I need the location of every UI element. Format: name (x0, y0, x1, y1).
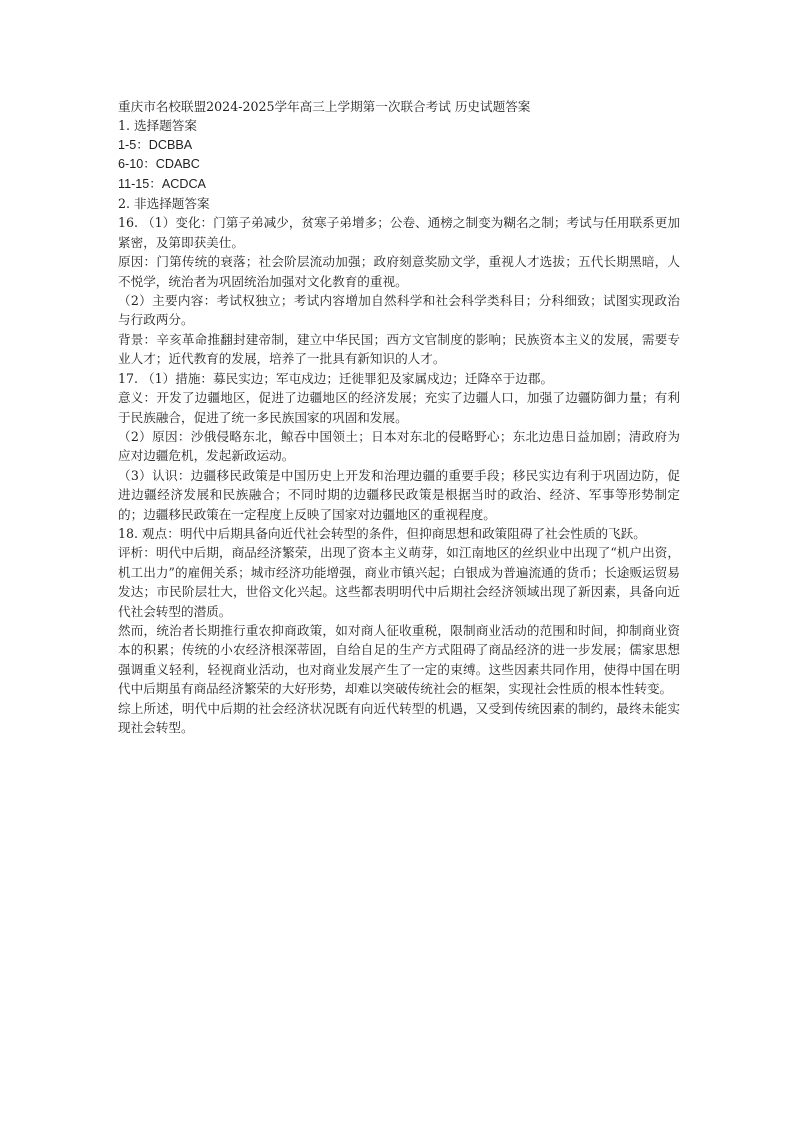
choice-answers-6-10: 6-10：CDABC (118, 157, 200, 172)
q18-viewpoint: 18. 观点：明代中后期具备向近代社会转型的条件，但抑商思想和政策阻碍了社会性质的飞跃。 (118, 525, 646, 541)
q18-analysis: 评析：明代中后期，商品经济繁荣，出现了资本主义萌芽，如江南地区的丝织业中出现了“机户出资，机工出力”的雇佣关系；城市经济功能增强，商业市镇兴起；白银成为普遍流通的货币；长途贩运贸易发达；市民阶层壮大，世俗文化兴起。这些都表明明代中后期社会经济领域出现了新因素，具备向近代社会转型的潜质。 (118, 545, 680, 619)
section-heading-choice: 1. 选择题答案 (118, 118, 197, 134)
q17-part3-understanding: （3）认识：边疆移民政策是中国历史上开发和治理边疆的重要手段；移民实边有利于巩固边防，促进边疆经济发展和民族融合；不同时期的边疆移民政策是根据当时的政治、经济、军事等形势制定的；边疆移民政策在一定程度上反映了国家对边疆地区的重视程度。 (118, 467, 680, 522)
q16-part1-change: 16. （1）变化：门第子弟减少，贫寒子弟增多；公卷、通榜之制变为糊名之制；考试与任用联系更加紧密，及第即获美仕。 (118, 215, 680, 250)
q16-part2-background: 背景：辛亥革命推翻封建帝制，建立中华民国；西方文官制度的影响；民族资本主义的发展，需要专业人才；近代教育的发展，培养了一批具有新知识的人才。 (118, 331, 680, 367)
choice-answers-11-15: 11-15：ACDCA (118, 176, 206, 191)
q16-part1-reason: 原因：门第传统的衰落；社会阶层流动加强；政府刻意奖励文学，重视人才选拔；五代长期黑暗，人不悦学，统治者为巩固统治加强对文化教育的重视。 (118, 254, 680, 289)
q18-however: 然而，统治者长期推行重农抑商政策，如对商人征收重税，限制商业活动的范围和时间，抑制商业资本的积累；传统的小农经济根深蒂固，自给自足的生产方式阻碍了商品经济的进一步发展；儒家思想强调重义轻利，轻视商业活动，也对商业发展产生了一定的束缚。这些因素共同作用，使得中国在明代中后期虽有商品经济繁荣的大好形势，却难以突破传统社会的框架，实现社会性质的根本性转变。 (118, 622, 680, 697)
q17-part1-significance: 意义：开发了边疆地区，促进了边疆地区的经济发展；充实了边疆人口，加强了边疆防御力量；有利于民族融合，促进了统一多民族国家的巩固和发展。 (118, 390, 680, 425)
q17-part2-reason: （2）原因：沙俄侵略东北，鲸吞中国领土；日本对东北的侵略野心；东北边患日益加剧；清政府为应对边疆危机，发起新政运动。 (118, 428, 680, 464)
q17-part1-measures: 17. （1）措施：募民实边；军屯戍边；迁徙罪犯及家属戍边；迁降卒于边郡。 (118, 370, 554, 386)
section-heading-nonchoice: 2. 非选择题答案 (118, 196, 210, 212)
choice-answers-1-5: 1-5：DCBBA (118, 137, 193, 152)
answer-document (118, 97, 680, 737)
document-title: 重庆市名校联盟2024-2025学年高三上学期第一次联合考试 历史试题答案 (118, 99, 531, 114)
q16-part2-content: （2）主要内容：考试权独立；考试内容增加自然科学和社会科学类科目；分科细致；试图实现政治与行政两分。 (118, 293, 680, 328)
q18-conclusion: 综上所述，明代中后期的社会经济状况既有向近代转型的机遇，又受到传统因素的制约，最终未能实现社会转型。 (118, 700, 680, 735)
